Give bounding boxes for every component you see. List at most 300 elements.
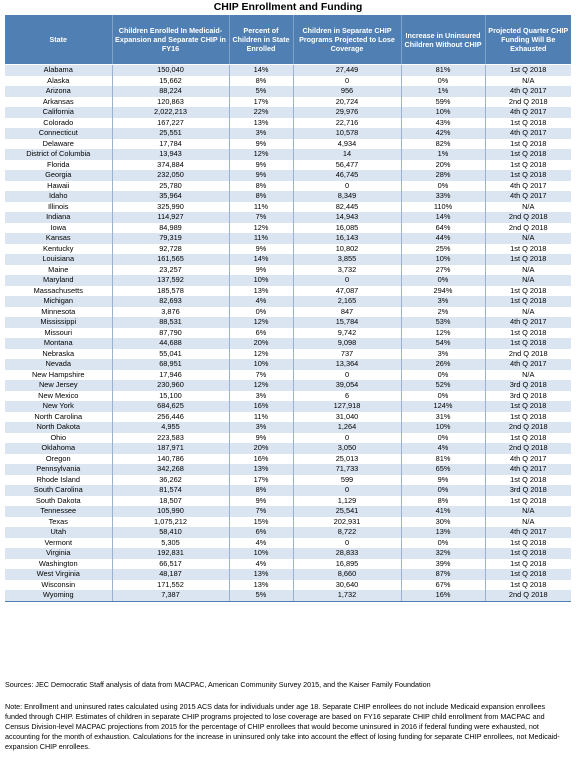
cell-children-enrolled: 120,863 — [112, 97, 229, 108]
cell-funding-exhausted: 1st Q 2018 — [485, 254, 571, 265]
cell-increase-uninsured: 0% — [401, 76, 485, 87]
cell-percent-enrolled: 4% — [229, 559, 293, 570]
cell-children-enrolled: 23,257 — [112, 265, 229, 276]
cell-children-enrolled: 87,790 — [112, 328, 229, 339]
cell-funding-exhausted: 1st Q 2018 — [485, 569, 571, 580]
table-row — [5, 590, 571, 601]
cell-funding-exhausted: 1st Q 2018 — [485, 149, 571, 160]
cell-projected-lose-coverage: 4,934 — [293, 139, 401, 150]
table-row — [5, 548, 571, 559]
cell-increase-uninsured: 10% — [401, 254, 485, 265]
cell-percent-enrolled: 13% — [229, 286, 293, 297]
cell-state: Hawaii — [5, 181, 112, 192]
cell-percent-enrolled: 3% — [229, 391, 293, 402]
table-row — [5, 296, 571, 307]
cell-projected-lose-coverage: 0 — [293, 275, 401, 286]
cell-percent-enrolled: 0% — [229, 307, 293, 318]
cell-projected-lose-coverage: 28,833 — [293, 548, 401, 559]
cell-projected-lose-coverage: 31,040 — [293, 412, 401, 423]
cell-increase-uninsured: 0% — [401, 370, 485, 381]
cell-funding-exhausted: 1st Q 2018 — [485, 338, 571, 349]
cell-projected-lose-coverage: 27,449 — [293, 65, 401, 76]
cell-projected-lose-coverage: 10,802 — [293, 244, 401, 255]
cell-percent-enrolled: 11% — [229, 233, 293, 244]
table-row — [5, 496, 571, 507]
cell-state: New Hampshire — [5, 370, 112, 381]
cell-children-enrolled: 185,578 — [112, 286, 229, 297]
cell-projected-lose-coverage: 15,784 — [293, 317, 401, 328]
cell-percent-enrolled: 12% — [229, 317, 293, 328]
cell-children-enrolled: 140,786 — [112, 454, 229, 465]
cell-percent-enrolled: 14% — [229, 254, 293, 265]
cell-percent-enrolled: 9% — [229, 433, 293, 444]
cell-children-enrolled: 25,780 — [112, 181, 229, 192]
header-state: State — [5, 15, 112, 65]
cell-children-enrolled: 4,955 — [112, 422, 229, 433]
cell-funding-exhausted: N/A — [485, 307, 571, 318]
cell-percent-enrolled: 12% — [229, 349, 293, 360]
cell-projected-lose-coverage: 3,732 — [293, 265, 401, 276]
table-row — [5, 265, 571, 276]
cell-increase-uninsured: 65% — [401, 464, 485, 475]
cell-increase-uninsured: 67% — [401, 580, 485, 591]
cell-percent-enrolled: 12% — [229, 223, 293, 234]
cell-state: Mississippi — [5, 317, 112, 328]
cell-percent-enrolled: 5% — [229, 86, 293, 97]
cell-increase-uninsured: 59% — [401, 97, 485, 108]
cell-increase-uninsured: 14% — [401, 212, 485, 223]
cell-projected-lose-coverage: 9,098 — [293, 338, 401, 349]
table-row — [5, 181, 571, 192]
table-row — [5, 191, 571, 202]
cell-percent-enrolled: 13% — [229, 569, 293, 580]
cell-increase-uninsured: 27% — [401, 265, 485, 276]
cell-projected-lose-coverage: 0 — [293, 370, 401, 381]
cell-children-enrolled: 15,662 — [112, 76, 229, 87]
cell-increase-uninsured: 44% — [401, 233, 485, 244]
table-row — [5, 517, 571, 528]
cell-funding-exhausted: 1st Q 2018 — [485, 433, 571, 444]
cell-increase-uninsured: 43% — [401, 118, 485, 129]
cell-projected-lose-coverage: 6 — [293, 391, 401, 402]
cell-state: Kentucky — [5, 244, 112, 255]
cell-children-enrolled: 82,693 — [112, 296, 229, 307]
cell-percent-enrolled: 7% — [229, 506, 293, 517]
cell-state: Michigan — [5, 296, 112, 307]
cell-percent-enrolled: 7% — [229, 212, 293, 223]
table-row — [5, 286, 571, 297]
cell-funding-exhausted: N/A — [485, 233, 571, 244]
cell-percent-enrolled: 5% — [229, 590, 293, 601]
cell-increase-uninsured: 81% — [401, 454, 485, 465]
cell-funding-exhausted: 1st Q 2018 — [485, 538, 571, 549]
cell-state: District of Columbia — [5, 149, 112, 160]
cell-state: Indiana — [5, 212, 112, 223]
cell-children-enrolled: 105,990 — [112, 506, 229, 517]
cell-percent-enrolled: 8% — [229, 76, 293, 87]
cell-increase-uninsured: 124% — [401, 401, 485, 412]
table-row — [5, 254, 571, 265]
cell-funding-exhausted: 4th Q 2017 — [485, 181, 571, 192]
cell-funding-exhausted: 1st Q 2018 — [485, 160, 571, 171]
cell-increase-uninsured: 39% — [401, 559, 485, 570]
cell-increase-uninsured: 294% — [401, 286, 485, 297]
cell-projected-lose-coverage: 10,578 — [293, 128, 401, 139]
table-row — [5, 538, 571, 549]
cell-funding-exhausted: 4th Q 2017 — [485, 128, 571, 139]
cell-increase-uninsured: 52% — [401, 380, 485, 391]
cell-children-enrolled: 13,943 — [112, 149, 229, 160]
table-row — [5, 370, 571, 381]
cell-increase-uninsured: 32% — [401, 548, 485, 559]
table-row — [5, 433, 571, 444]
cell-projected-lose-coverage: 0 — [293, 538, 401, 549]
cell-projected-lose-coverage: 16,895 — [293, 559, 401, 570]
table-row — [5, 275, 571, 286]
cell-children-enrolled: 88,224 — [112, 86, 229, 97]
cell-funding-exhausted: 3rd Q 2018 — [485, 391, 571, 402]
cell-percent-enrolled: 12% — [229, 380, 293, 391]
table-row — [5, 160, 571, 171]
table-row — [5, 359, 571, 370]
cell-children-enrolled: 161,565 — [112, 254, 229, 265]
cell-percent-enrolled: 13% — [229, 464, 293, 475]
cell-children-enrolled: 2,022,213 — [112, 107, 229, 118]
cell-children-enrolled: 167,227 — [112, 118, 229, 129]
cell-children-enrolled: 25,551 — [112, 128, 229, 139]
cell-children-enrolled: 81,574 — [112, 485, 229, 496]
cell-state: Arizona — [5, 86, 112, 97]
cell-state: Colorado — [5, 118, 112, 129]
cell-funding-exhausted: 4th Q 2017 — [485, 464, 571, 475]
cell-percent-enrolled: 8% — [229, 191, 293, 202]
cell-funding-exhausted: 1st Q 2018 — [485, 328, 571, 339]
cell-projected-lose-coverage: 127,918 — [293, 401, 401, 412]
cell-funding-exhausted: 2nd Q 2018 — [485, 223, 571, 234]
cell-percent-enrolled: 4% — [229, 538, 293, 549]
cell-increase-uninsured: 0% — [401, 391, 485, 402]
cell-funding-exhausted: 3rd Q 2018 — [485, 485, 571, 496]
table-row — [5, 349, 571, 360]
cell-state: Kansas — [5, 233, 112, 244]
header-increase-uninsured: Increase in Uninsured Children Without CHIP — [401, 15, 485, 65]
cell-state: South Carolina — [5, 485, 112, 496]
table-row — [5, 454, 571, 465]
cell-funding-exhausted: 4th Q 2017 — [485, 527, 571, 538]
table-row — [5, 149, 571, 160]
table-row — [5, 118, 571, 129]
table-row — [5, 307, 571, 318]
cell-state: Virginia — [5, 548, 112, 559]
cell-funding-exhausted: 1st Q 2018 — [485, 496, 571, 507]
cell-children-enrolled: 92,728 — [112, 244, 229, 255]
cell-children-enrolled: 325,990 — [112, 202, 229, 213]
table-row — [5, 107, 571, 118]
cell-projected-lose-coverage: 22,716 — [293, 118, 401, 129]
cell-state: Delaware — [5, 139, 112, 150]
cell-state: New Jersey — [5, 380, 112, 391]
cell-state: Minnesota — [5, 307, 112, 318]
page-title: CHIP Enrollment and Funding — [213, 1, 363, 13]
cell-projected-lose-coverage: 1,732 — [293, 590, 401, 601]
cell-projected-lose-coverage: 46,745 — [293, 170, 401, 181]
table-row — [5, 328, 571, 339]
cell-state: Pennsylvania — [5, 464, 112, 475]
cell-funding-exhausted: 1st Q 2018 — [485, 118, 571, 129]
cell-projected-lose-coverage: 0 — [293, 76, 401, 87]
cell-projected-lose-coverage: 8,722 — [293, 527, 401, 538]
cell-percent-enrolled: 15% — [229, 517, 293, 528]
cell-state: Washington — [5, 559, 112, 570]
cell-projected-lose-coverage: 16,085 — [293, 223, 401, 234]
table-row — [5, 412, 571, 423]
cell-state: Arkansas — [5, 97, 112, 108]
cell-funding-exhausted: 1st Q 2018 — [485, 244, 571, 255]
table-header-row — [5, 15, 571, 65]
cell-increase-uninsured: 1% — [401, 86, 485, 97]
cell-percent-enrolled: 20% — [229, 338, 293, 349]
cell-projected-lose-coverage: 956 — [293, 86, 401, 97]
cell-funding-exhausted: 4th Q 2017 — [485, 191, 571, 202]
cell-state: Wyoming — [5, 590, 112, 601]
cell-state: Oklahoma — [5, 443, 112, 454]
cell-projected-lose-coverage: 0 — [293, 181, 401, 192]
cell-projected-lose-coverage: 0 — [293, 433, 401, 444]
cell-state: Louisiana — [5, 254, 112, 265]
cell-children-enrolled: 171,552 — [112, 580, 229, 591]
cell-projected-lose-coverage: 2,165 — [293, 296, 401, 307]
cell-projected-lose-coverage: 29,976 — [293, 107, 401, 118]
cell-children-enrolled: 223,583 — [112, 433, 229, 444]
cell-funding-exhausted: 4th Q 2017 — [485, 107, 571, 118]
table-row — [5, 464, 571, 475]
cell-projected-lose-coverage: 1,264 — [293, 422, 401, 433]
cell-funding-exhausted: 1st Q 2018 — [485, 170, 571, 181]
cell-children-enrolled: 15,100 — [112, 391, 229, 402]
table-body — [5, 65, 571, 602]
cell-increase-uninsured: 41% — [401, 506, 485, 517]
table-row — [5, 485, 571, 496]
cell-state: Illinois — [5, 202, 112, 213]
cell-state: Iowa — [5, 223, 112, 234]
cell-state: Massachusetts — [5, 286, 112, 297]
cell-funding-exhausted: 1st Q 2018 — [485, 580, 571, 591]
table-row — [5, 86, 571, 97]
cell-funding-exhausted: N/A — [485, 506, 571, 517]
cell-funding-exhausted: 1st Q 2018 — [485, 65, 571, 76]
cell-increase-uninsured: 64% — [401, 223, 485, 234]
cell-children-enrolled: 256,446 — [112, 412, 229, 423]
cell-percent-enrolled: 9% — [229, 160, 293, 171]
cell-funding-exhausted: 4th Q 2017 — [485, 317, 571, 328]
cell-percent-enrolled: 16% — [229, 454, 293, 465]
cell-percent-enrolled: 12% — [229, 149, 293, 160]
cell-increase-uninsured: 42% — [401, 128, 485, 139]
cell-increase-uninsured: 12% — [401, 328, 485, 339]
cell-funding-exhausted: 2nd Q 2018 — [485, 212, 571, 223]
cell-increase-uninsured: 28% — [401, 170, 485, 181]
table-row — [5, 443, 571, 454]
cell-percent-enrolled: 9% — [229, 244, 293, 255]
table-row — [5, 380, 571, 391]
chip-table — [5, 15, 571, 602]
cell-state: Alaska — [5, 76, 112, 87]
cell-projected-lose-coverage: 71,733 — [293, 464, 401, 475]
cell-projected-lose-coverage: 25,541 — [293, 506, 401, 517]
cell-funding-exhausted: N/A — [485, 76, 571, 87]
cell-state: Alabama — [5, 65, 112, 76]
cell-projected-lose-coverage: 8,660 — [293, 569, 401, 580]
cell-children-enrolled: 17,784 — [112, 139, 229, 150]
cell-percent-enrolled: 14% — [229, 65, 293, 76]
cell-state: Tennessee — [5, 506, 112, 517]
cell-increase-uninsured: 25% — [401, 244, 485, 255]
cell-funding-exhausted: 3rd Q 2018 — [485, 380, 571, 391]
table-row — [5, 317, 571, 328]
cell-funding-exhausted: 1st Q 2018 — [485, 401, 571, 412]
cell-increase-uninsured: 0% — [401, 485, 485, 496]
cell-increase-uninsured: 81% — [401, 65, 485, 76]
cell-percent-enrolled: 7% — [229, 370, 293, 381]
cell-state: New York — [5, 401, 112, 412]
cell-percent-enrolled: 6% — [229, 328, 293, 339]
cell-children-enrolled: 17,946 — [112, 370, 229, 381]
cell-projected-lose-coverage: 20,724 — [293, 97, 401, 108]
cell-increase-uninsured: 3% — [401, 349, 485, 360]
table-row — [5, 212, 571, 223]
cell-projected-lose-coverage: 599 — [293, 475, 401, 486]
cell-projected-lose-coverage: 737 — [293, 349, 401, 360]
cell-projected-lose-coverage: 13,364 — [293, 359, 401, 370]
cell-funding-exhausted: 1st Q 2018 — [485, 139, 571, 150]
cell-projected-lose-coverage: 82,445 — [293, 202, 401, 213]
cell-state: South Dakota — [5, 496, 112, 507]
cell-state: Oregon — [5, 454, 112, 465]
table-row — [5, 244, 571, 255]
header-children-enrolled: Children Enrolled In Medicaid-Expansion and Separate CHIP in FY16 — [112, 15, 229, 65]
cell-increase-uninsured: 8% — [401, 496, 485, 507]
table-row — [5, 475, 571, 486]
cell-state: Ohio — [5, 433, 112, 444]
cell-children-enrolled: 68,951 — [112, 359, 229, 370]
cell-percent-enrolled: 17% — [229, 97, 293, 108]
sources-text: Sources: JEC Democratic Staff analysis of data from MACPAC, American Community Survey 2015, and the Kaiser Family Foundation — [5, 680, 431, 689]
cell-increase-uninsured: 30% — [401, 517, 485, 528]
cell-increase-uninsured: 16% — [401, 590, 485, 601]
cell-projected-lose-coverage: 14,943 — [293, 212, 401, 223]
table-row — [5, 223, 571, 234]
cell-state: Georgia — [5, 170, 112, 181]
cell-increase-uninsured: 31% — [401, 412, 485, 423]
cell-state: North Dakota — [5, 422, 112, 433]
cell-percent-enrolled: 4% — [229, 296, 293, 307]
cell-children-enrolled: 3,876 — [112, 307, 229, 318]
cell-funding-exhausted: 1st Q 2018 — [485, 548, 571, 559]
cell-increase-uninsured: 10% — [401, 422, 485, 433]
cell-projected-lose-coverage: 8,349 — [293, 191, 401, 202]
cell-children-enrolled: 374,884 — [112, 160, 229, 171]
cell-funding-exhausted: 2nd Q 2018 — [485, 590, 571, 601]
table-row — [5, 527, 571, 538]
cell-percent-enrolled: 10% — [229, 275, 293, 286]
cell-funding-exhausted: N/A — [485, 517, 571, 528]
cell-percent-enrolled: 10% — [229, 359, 293, 370]
cell-increase-uninsured: 53% — [401, 317, 485, 328]
table-row — [5, 139, 571, 150]
cell-children-enrolled: 187,971 — [112, 443, 229, 454]
cell-increase-uninsured: 82% — [401, 139, 485, 150]
cell-increase-uninsured: 9% — [401, 475, 485, 486]
cell-percent-enrolled: 20% — [229, 443, 293, 454]
cell-children-enrolled: 342,268 — [112, 464, 229, 475]
cell-state: North Carolina — [5, 412, 112, 423]
cell-increase-uninsured: 2% — [401, 307, 485, 318]
cell-state: Connecticut — [5, 128, 112, 139]
cell-children-enrolled: 150,040 — [112, 65, 229, 76]
cell-percent-enrolled: 22% — [229, 107, 293, 118]
cell-children-enrolled: 66,517 — [112, 559, 229, 570]
table-row — [5, 506, 571, 517]
cell-projected-lose-coverage: 39,054 — [293, 380, 401, 391]
cell-projected-lose-coverage: 56,477 — [293, 160, 401, 171]
cell-funding-exhausted: 1st Q 2018 — [485, 412, 571, 423]
cell-state: Maryland — [5, 275, 112, 286]
cell-children-enrolled: 55,041 — [112, 349, 229, 360]
cell-funding-exhausted: 2nd Q 2018 — [485, 97, 571, 108]
cell-children-enrolled: 232,050 — [112, 170, 229, 181]
cell-children-enrolled: 230,960 — [112, 380, 229, 391]
cell-children-enrolled: 44,688 — [112, 338, 229, 349]
cell-state: Nevada — [5, 359, 112, 370]
cell-percent-enrolled: 9% — [229, 496, 293, 507]
cell-projected-lose-coverage: 30,640 — [293, 580, 401, 591]
cell-children-enrolled: 58,410 — [112, 527, 229, 538]
cell-increase-uninsured: 26% — [401, 359, 485, 370]
cell-increase-uninsured: 0% — [401, 181, 485, 192]
cell-children-enrolled: 88,531 — [112, 317, 229, 328]
cell-state: Utah — [5, 527, 112, 538]
cell-state: Texas — [5, 517, 112, 528]
cell-children-enrolled: 684,625 — [112, 401, 229, 412]
cell-projected-lose-coverage: 202,931 — [293, 517, 401, 528]
cell-children-enrolled: 18,507 — [112, 496, 229, 507]
cell-funding-exhausted: 4th Q 2017 — [485, 454, 571, 465]
cell-increase-uninsured: 13% — [401, 527, 485, 538]
cell-percent-enrolled: 9% — [229, 139, 293, 150]
table-row — [5, 170, 571, 181]
cell-increase-uninsured: 54% — [401, 338, 485, 349]
table-row — [5, 559, 571, 570]
cell-state: Missouri — [5, 328, 112, 339]
cell-percent-enrolled: 3% — [229, 128, 293, 139]
cell-children-enrolled: 114,927 — [112, 212, 229, 223]
cell-percent-enrolled: 8% — [229, 485, 293, 496]
cell-percent-enrolled: 11% — [229, 412, 293, 423]
cell-state: Montana — [5, 338, 112, 349]
cell-projected-lose-coverage: 14 — [293, 149, 401, 160]
cell-percent-enrolled: 10% — [229, 548, 293, 559]
cell-percent-enrolled: 11% — [229, 202, 293, 213]
cell-state: Nebraska — [5, 349, 112, 360]
cell-funding-exhausted: 1st Q 2018 — [485, 296, 571, 307]
cell-projected-lose-coverage: 9,742 — [293, 328, 401, 339]
cell-percent-enrolled: 8% — [229, 181, 293, 192]
cell-projected-lose-coverage: 25,013 — [293, 454, 401, 465]
table-row — [5, 338, 571, 349]
cell-increase-uninsured: 4% — [401, 443, 485, 454]
cell-funding-exhausted: 2nd Q 2018 — [485, 349, 571, 360]
header-funding-exhausted: Projected Quarter CHIP Funding Will Be Exhausted — [485, 15, 571, 65]
